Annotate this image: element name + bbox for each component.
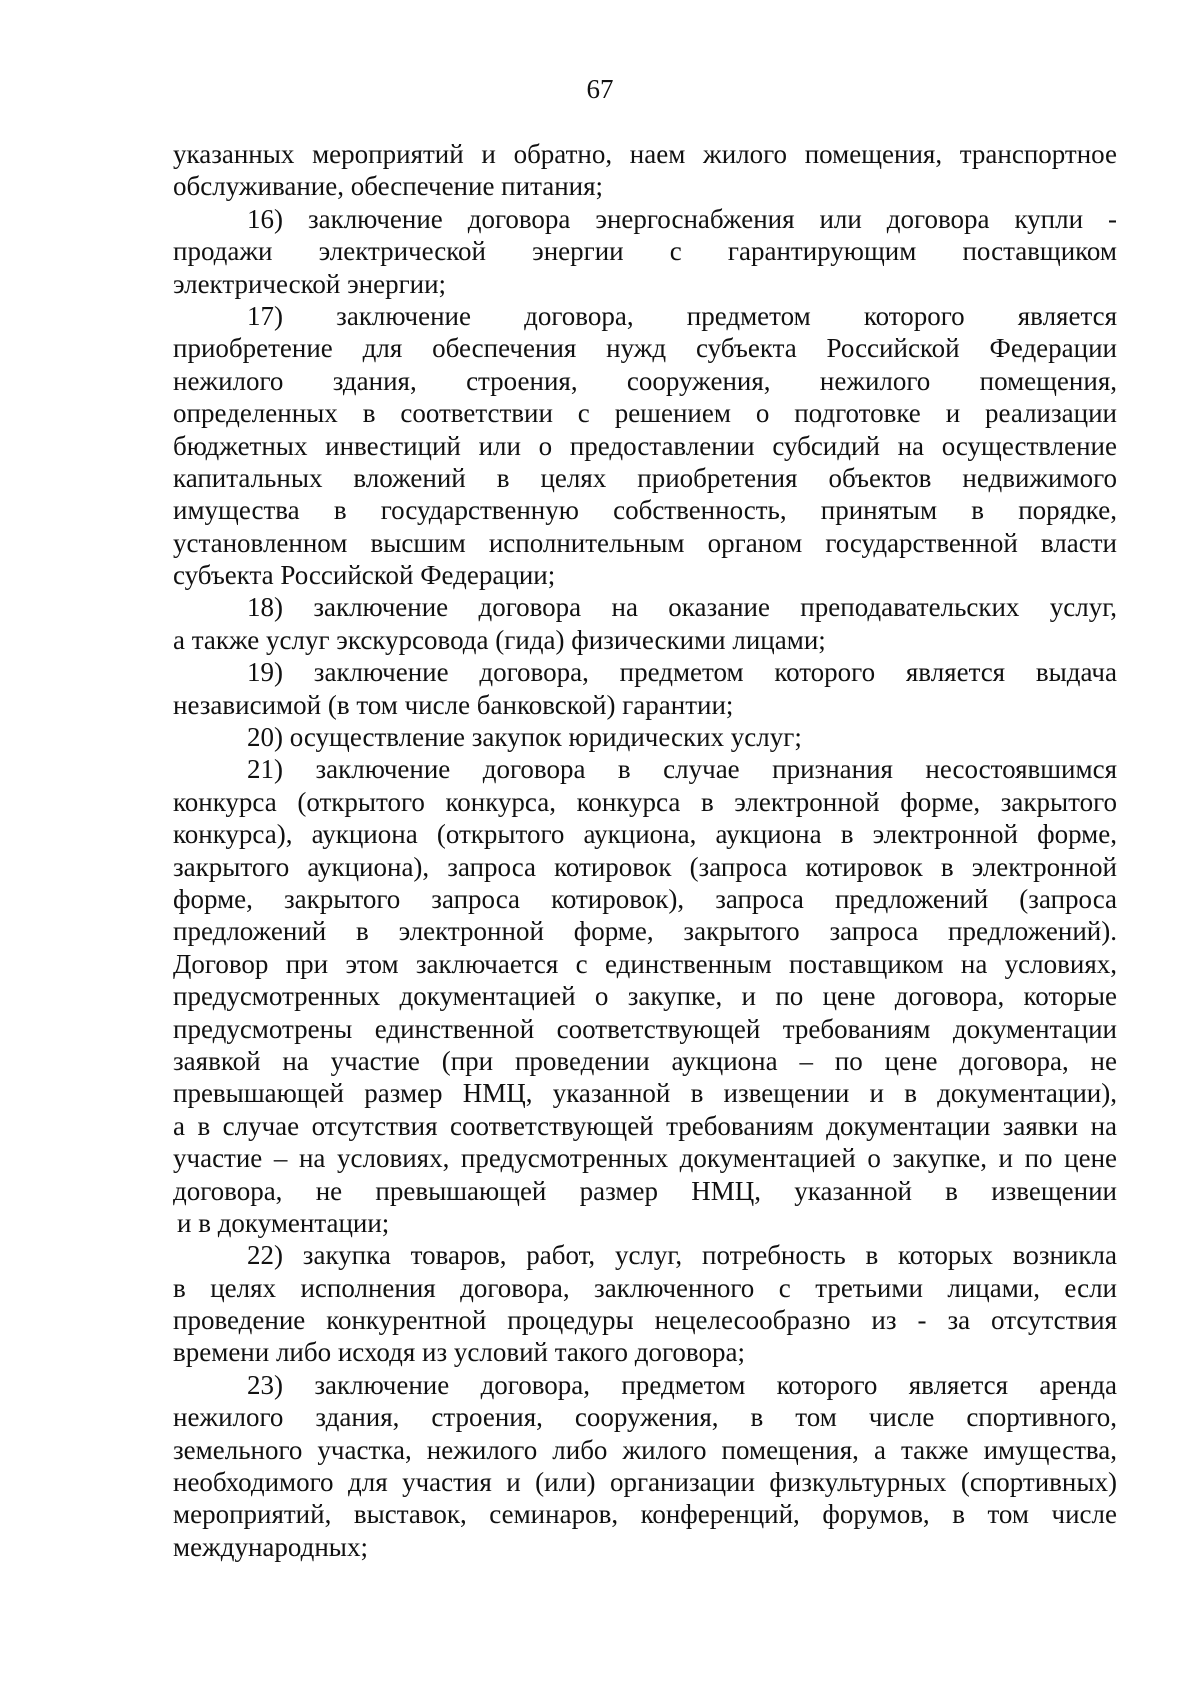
text-line: закрытого аукциона), запроса котировок (запроса котировок в электронной	[173, 851, 1117, 882]
text-line: 20) осуществление закупок юридических услуг;	[247, 722, 802, 753]
text-line: имущества в государственную собственность, принятым в порядке,	[173, 495, 1117, 526]
text-line: времени либо исходя из условий такого договора;	[173, 1337, 745, 1368]
text-line: конкурса (открытого конкурса, конкурса в электронной форме, закрытого	[173, 786, 1117, 817]
body-text	[173, 138, 1117, 1563]
text-line: участие – на условиях, предусмотренных документацией о закупке, и по цене	[173, 1143, 1117, 1174]
text-line: 16) заключение договора энергоснабжения или договора купли -	[247, 203, 1117, 234]
text-line: 21) заключение договора в случае признания несостоявшимся	[247, 754, 1117, 785]
text-line: форме, закрытого запроса котировок), запроса предложений (запроса	[173, 883, 1117, 914]
text-line: превышающей размер НМЦ, указанной в извещении и в документации),	[173, 1078, 1117, 1109]
text-line: предусмотренных документацией о закупке, и по цене договора, которые	[173, 981, 1117, 1012]
text-line: Договор при этом заключается с единственным поставщиком на условиях,	[173, 948, 1117, 979]
text-line: определенных в соответствии с решением о подготовке и реализации	[173, 398, 1117, 429]
text-line: независимой (в том числе банковской) гарантии;	[173, 689, 734, 720]
text-line: предусмотрены единственной соответствующей требованиям документации	[173, 1013, 1117, 1044]
text-line: 22) закупка товаров, работ, услуг, потребность в которых возникла	[247, 1240, 1117, 1271]
text-line: международных;	[173, 1531, 368, 1562]
text-line: а также услуг экскурсовода (гида) физическими лицами;	[173, 624, 826, 655]
text-line: в целях исполнения договора, заключенного с третьими лицами, если	[173, 1272, 1117, 1303]
text-line: продажи электрической энергии с гарантирующим поставщиком	[173, 236, 1117, 267]
text-line: предложений в электронной форме, закрытого запроса предложений).	[173, 916, 1117, 947]
text-line: 18) заключение договора на оказание преподавательских услуг,	[247, 592, 1117, 623]
text-line: нежилого здания, строения, сооружения, в том числе спортивного,	[173, 1402, 1117, 1433]
text-line: капитальных вложений в целях приобретения объектов недвижимого	[173, 462, 1117, 493]
text-line: мероприятий, выставок, семинаров, конференций, форумов, в том числе	[173, 1499, 1117, 1530]
text-line: указанных мероприятий и обратно, наем жилого помещения, транспортное	[173, 139, 1117, 169]
text-line: 23) заключение договора, предметом которого является аренда	[247, 1369, 1117, 1400]
text-line: субъекта Российской Федерации;	[173, 560, 556, 591]
text-line: бюджетных инвестиций или о предоставлении субсидий на осуществление	[173, 430, 1117, 461]
text-line: обслуживание, обеспечение питания;	[173, 171, 604, 202]
text-line: приобретение для обеспечения нужд субъекта Российской Федерации	[173, 333, 1117, 364]
text-line: земельного участка, нежилого либо жилого помещения, а также имущества,	[173, 1434, 1117, 1465]
text-line: установленном высшим исполнительным органом государственной власти	[173, 527, 1117, 558]
text-line: а в случае отсутствия соответствующей требованиям документации заявки на	[173, 1110, 1117, 1141]
text-line: проведение конкурентной процедуры нецелесообразно из - за отсутствия	[173, 1305, 1117, 1336]
text-line: 17) заключение договора, предметом которого является	[247, 300, 1117, 331]
text-line: 19) заключение договора, предметом которого является выдача	[247, 657, 1117, 688]
text-line: заявкой на участие (при проведении аукциона – по цене договора, не	[173, 1045, 1117, 1076]
text-line: электрической энергии;	[173, 268, 447, 299]
text-line: конкурса), аукциона (открытого аукциона, аукциона в электронной форме,	[173, 819, 1117, 850]
text-line: договора, не превышающей размер НМЦ, указанной в извещении	[173, 1175, 1117, 1206]
page-number: 67	[586, 74, 614, 104]
text-line: нежилого здания, строения, сооружения, нежилого помещения,	[173, 365, 1117, 396]
text-line: и в документации;	[177, 1207, 390, 1238]
text-line: необходимого для участия и (или) организации физкультурных (спортивных)	[173, 1467, 1117, 1498]
